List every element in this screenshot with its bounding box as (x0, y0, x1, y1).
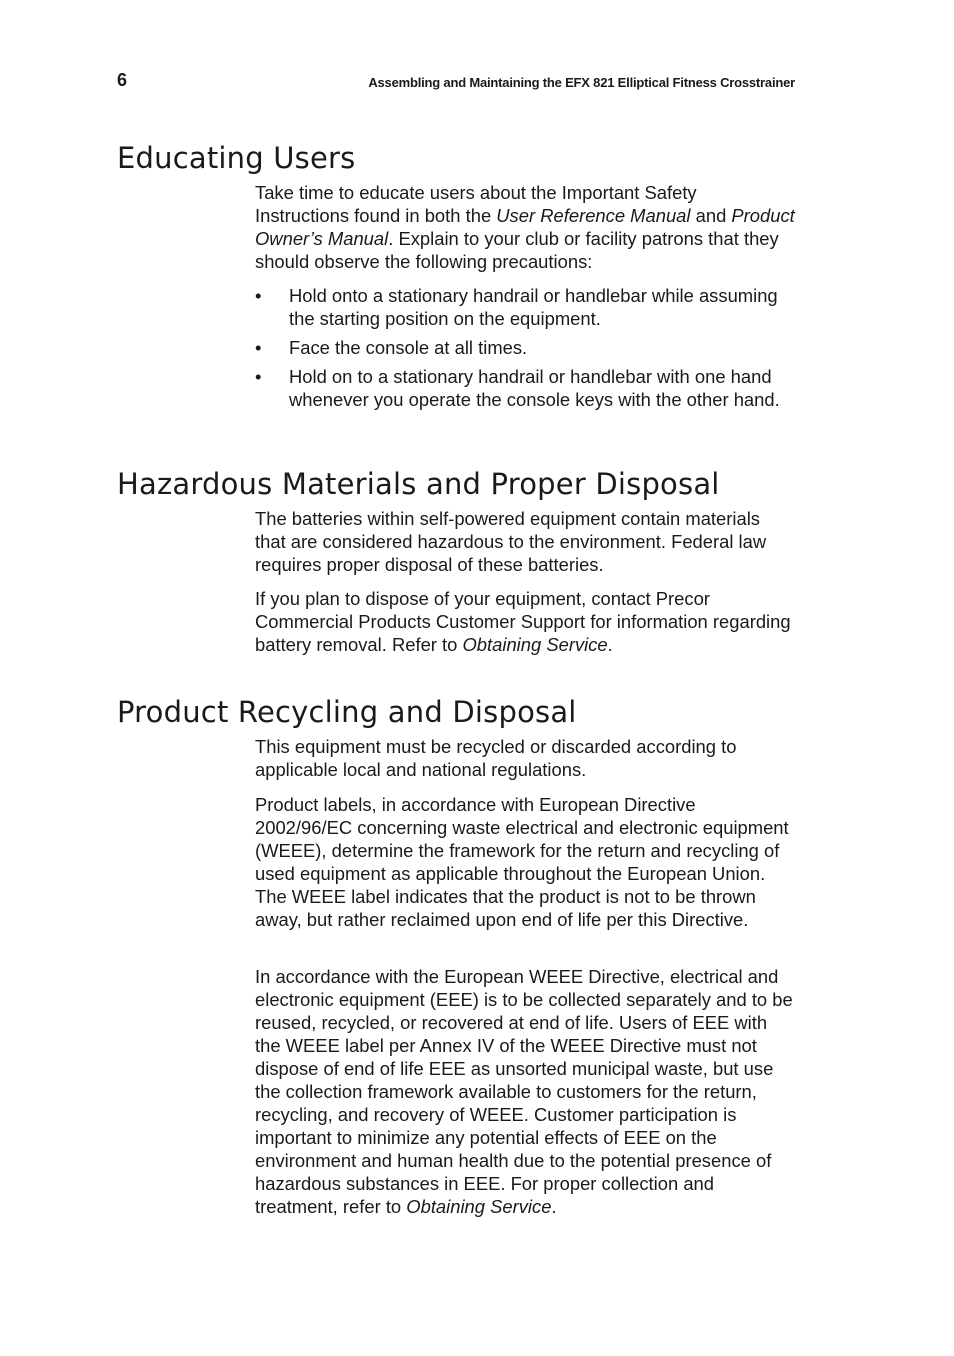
paragraph-text: In accordance with the European WEEE Directive, electrical and electronic equipment (EEE) is to be collected separately and to be reused, recycled, or recovered at end of life. Users of EEE with the WEEE label per Annex IV of the WEEE Directive must not dispose of end of life EEE as unsorted municipal waste, but use the collection framework available to customers for the return, recycling, and recovery of WEEE. Customer participation is important to minimize any potential effects of EEE on the environment and human health due to the potential presence of hazardous substances in EEE. For proper collection and treatment, refer to (255, 966, 793, 1217)
paragraph-text: If you plan to dispose of your equipment, contact Precor Commercial Products Customer Support for information regarding battery removal. Refer to (255, 588, 791, 655)
running-header: Assembling and Maintaining the EFX 821 Elliptical Fitness Crosstrainer (368, 75, 795, 90)
list-item (255, 336, 795, 359)
paragraph-text: . (551, 1196, 557, 1217)
paragraph (255, 587, 795, 656)
page-number: 6 (117, 70, 128, 90)
paragraph: Product labels, in accordance with European Directive 2002/96/EC concerning waste electrical and electronic equipment (WEEE), determine the framework for the return and recycling of used equipment as applicable throughout the European Union. The WEEE label indicates that the product is not to be thrown away, but rather reclaimed upon end of life per this Directive. (255, 794, 789, 930)
paragraph-text: Take time to educate users about the Important Safety Instructions found in both the (255, 182, 697, 226)
paragraph-text: . Explain to your club or facility patrons that they should observe the following precautions: (255, 228, 779, 272)
precautions-list (255, 284, 795, 417)
paragraph-text: . (607, 634, 613, 655)
bullet-icon: • (255, 285, 262, 306)
bullet-icon: • (255, 337, 262, 358)
list-item-text: Hold on to a stationary handrail or handlebar with one hand whenever you operate the console keys with the other hand. (289, 366, 780, 410)
list-item (255, 284, 795, 330)
paragraph (255, 181, 795, 273)
bullet-icon: • (255, 366, 262, 387)
manual-title: User Reference Manual (496, 205, 691, 226)
section-heading-hazardous-materials: Hazardous Materials and Proper Disposal (117, 467, 720, 501)
manual-title: Product Owner’s Manual (255, 205, 795, 249)
cross-reference: Obtaining Service (406, 1196, 552, 1217)
section-heading-product-recycling: Product Recycling and Disposal (117, 695, 577, 729)
paragraph-text: and (690, 205, 732, 226)
paragraph: The batteries within self-powered equipment contain materials that are considered hazardous to the environment. Federal law requires proper disposal of these batteries. (255, 508, 767, 575)
cross-reference: Obtaining Service (462, 634, 608, 655)
paragraph (255, 965, 795, 1218)
list-item (255, 365, 795, 411)
list-item-text: Face the console at all times. (289, 337, 528, 358)
section-heading-educating-users: Educating Users (117, 141, 356, 175)
paragraph: This equipment must be recycled or discarded according to applicable local and national regulations. (255, 736, 737, 780)
list-item-text: Hold onto a stationary handrail or handlebar while assuming the starting position on the equipment. (289, 285, 778, 329)
